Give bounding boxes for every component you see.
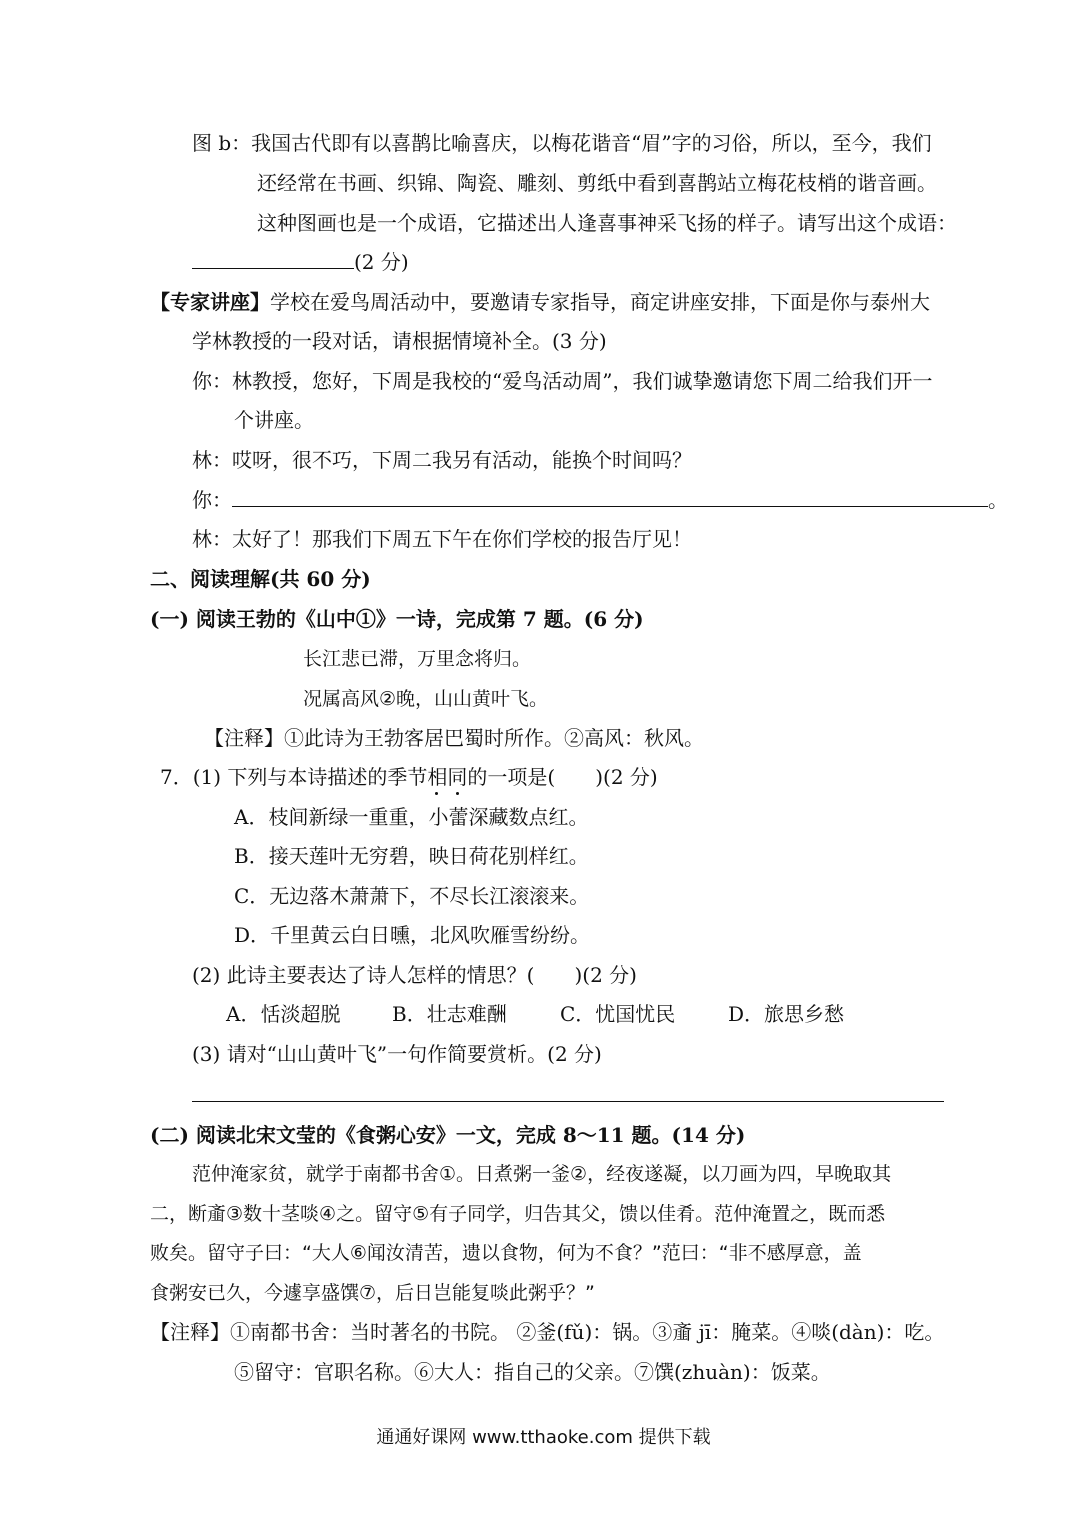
passage-line-4: 食粥安已久，今遽享盛馔⑦，后日岂能复啖此粥乎？” (150, 1282, 595, 1304)
poem-line-1: 长江悲已滞，万里念将归。 (303, 648, 532, 670)
dialog-lin-1: 林：哎呀，很不巧，下周二我另有活动，能换个时间吗？ (192, 448, 692, 472)
q7-2-option-a[interactable]: A．恬淡超脱 (226, 1002, 341, 1026)
part-1-title: (一) 阅读王勃的《山中①》一诗，完成第 7 题。(6 分) (150, 607, 644, 631)
q7-part-2-options (226, 1000, 844, 1028)
part-2-title: (二) 阅读北宋文莹的《食粥心安》一文，完成 8～11 题。(14 分) (150, 1123, 746, 1147)
fig-b-answer-line (192, 248, 409, 276)
q7-emphasis: 相同 (427, 765, 467, 789)
fig-b-blank[interactable] (192, 248, 354, 269)
passage-line-3: 败矣。留守子曰：“大人⑥闻汝清苦，遗以食物，何为不食？”范曰：“非不感厚意，盖 (150, 1242, 862, 1264)
q7-option-b[interactable]: B．接天莲叶无穷碧，映日荷花别样红。 (234, 844, 589, 868)
q7-option-a[interactable]: A．枝间新绿一重重，小蕾深藏数点红。 (234, 805, 589, 829)
q7-answer-line[interactable] (192, 1101, 944, 1102)
q7-2-option-c[interactable]: C．忧国忧民 (560, 1002, 676, 1026)
q7-part-2: (2) 此诗主要表达了诗人怎样的情思？( )(2 分) (192, 963, 637, 987)
passage-note-2: ⑤留守：官职名称。⑥大人：指自己的父亲。⑦馔(zhuàn)：饭菜。 (234, 1360, 831, 1384)
dialog-you-1a: 你：林教授，您好，下周是我校的“爱鸟活动周”，我们诚挚邀请您下周二给我们开一 (192, 369, 933, 393)
q7-part-1-a: 7．(1) 下列与本诗描述的季节 (160, 765, 428, 789)
fig-b-line-2: 还经常在书画、织锦、陶瓷、雕刻、剪纸中看到喜鹊站立梅花枝梢的谐音画。 (257, 171, 937, 195)
passage-line-1: 范仲淹家贫，就学于南都书舍①。日煮粥一釜②，经夜遂凝，以刀画为四，早晚取其 (192, 1163, 892, 1185)
q7-part-1 (160, 763, 658, 791)
dialog-you-2-prefix: 你： (192, 488, 232, 512)
page-footer: 通通好课网 www.tthaoke.com 提供下载 (376, 1427, 711, 1448)
dialog-you-2 (192, 486, 1008, 514)
q7-part-3: (3) 请对“山山黄叶飞”一句作简要赏析。(2 分) (192, 1042, 602, 1066)
lecture-intro: 学校在爱鸟周活动中，要邀请专家指导，商定讲座安排，下面是你与泰州大 (270, 290, 930, 314)
dialog-you-1b: 个讲座。 (234, 408, 314, 432)
passage-note-1: 【注释】①南都书舍：当时著名的书院。 ②釜(fǔ)：锅。③齑 jī：腌菜。④啖(dàn)：吃。 (150, 1320, 945, 1344)
dialog-you-2-blank[interactable] (232, 486, 988, 507)
q7-2-option-d[interactable]: D．旅思乡愁 (728, 1002, 845, 1026)
fig-b-line-1: 图 b：我国古代即有以喜鹊比喻喜庆，以梅花谐音“眉”字的习俗，所以，至今，我们 (192, 131, 932, 155)
poem-line-2: 况属高风②晚，山山黄叶飞。 (303, 688, 549, 710)
fig-b-line-3: 这种图画也是一个成语，它描述出人逢喜事神采飞扬的样子。请写出这个成语： (257, 211, 957, 235)
lecture-line-1 (150, 288, 930, 316)
section-2-title: 二、阅读理解(共 60 分) (150, 567, 371, 591)
dialog-lin-2: 林：太好了！那我们下周五下午在你们学校的报告厅见！ (192, 527, 692, 551)
lecture-line-2: 学林教授的一段对话，请根据情境补全。(3 分) (192, 329, 607, 353)
passage-line-2: 二，断齑③数十茎啖④之。留守⑤有子同学，归告其父，馈以佳肴。范仲淹置之，既而悉 (150, 1203, 886, 1225)
dialog-you-2-suffix: 。 (988, 488, 1008, 512)
q7-option-c[interactable]: C．无边落木萧萧下，不尽长江滚滚来。 (234, 884, 590, 908)
q7-option-d[interactable]: D．千里黄云白日曛，北风吹雁雪纷纷。 (234, 923, 591, 947)
fig-b-score: (2 分) (354, 250, 409, 274)
poem-note: 【注释】①此诗为王勃客居巴蜀时所作。②高风：秋风。 (204, 726, 704, 750)
q7-2-option-b[interactable]: B．壮志难酬 (392, 1002, 507, 1026)
lecture-tag: 【专家讲座】 (150, 290, 270, 314)
q7-part-1-b: 的一项是( )(2 分) (467, 765, 658, 789)
